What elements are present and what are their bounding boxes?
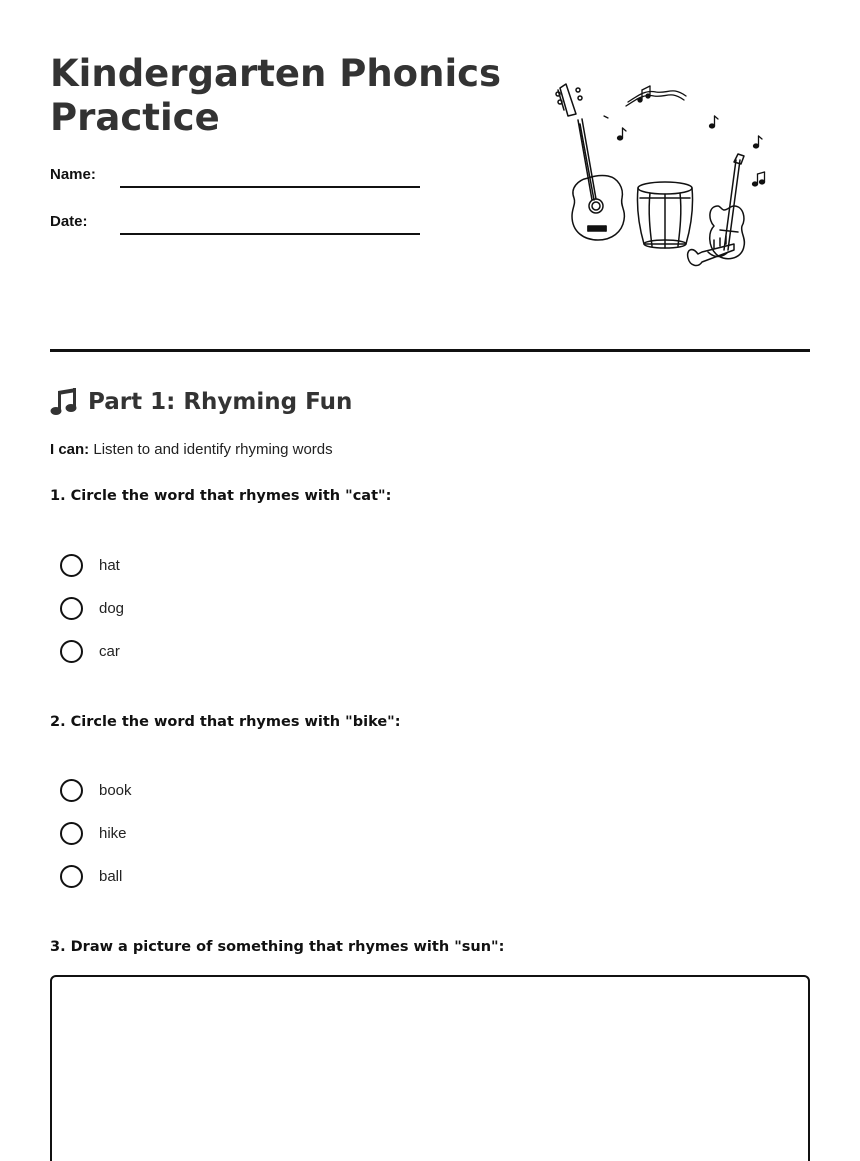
drum-icon [637,182,692,248]
section-heading [50,387,352,417]
option-label: ball [99,867,123,885]
radio-circle[interactable] [60,779,83,802]
option-ball[interactable] [60,864,122,888]
date-field[interactable] [120,233,420,235]
learning-goal [50,441,333,458]
learning-goal-text: Listen to and identify rhyming words [93,441,333,458]
option-label: dog [99,599,125,617]
name-label: Name: [50,166,96,183]
radio-circle[interactable] [60,640,83,663]
name-field[interactable] [120,186,420,188]
question-3: 3. Draw a picture of something that rhymes with "sun": [50,939,505,955]
radio-circle[interactable] [60,554,83,577]
radio-circle[interactable] [60,865,83,888]
radio-circle[interactable] [60,822,83,845]
question-2: 2. Circle the word that rhymes with "bike": [50,714,401,730]
option-label: hike [99,824,127,842]
music-note-icon [50,387,78,417]
option-label: book [99,781,132,799]
section-divider [50,349,810,352]
date-label: Date: [50,213,88,230]
drawing-area[interactable] [50,975,810,1161]
music-notes-icon [604,86,765,186]
option-label: hat [99,556,120,574]
radio-circle[interactable] [60,597,83,620]
option-dog[interactable] [60,596,124,620]
option-hat[interactable] [60,553,120,577]
violin-icon [710,154,745,259]
option-book[interactable] [60,778,132,802]
musical-instruments-icon [548,80,780,280]
guitar-icon [556,84,624,240]
page-title: Kindergarten Phonics Practice [50,52,502,139]
section-title: Part 1: Rhyming Fun [88,389,353,415]
option-label: car [99,642,120,660]
question-1: 1. Circle the word that rhymes with "cat": [50,488,392,504]
trumpet-icon [688,236,734,265]
option-hike[interactable] [60,821,127,845]
option-car[interactable] [60,639,120,663]
learning-goal-label: I can: [50,441,90,458]
